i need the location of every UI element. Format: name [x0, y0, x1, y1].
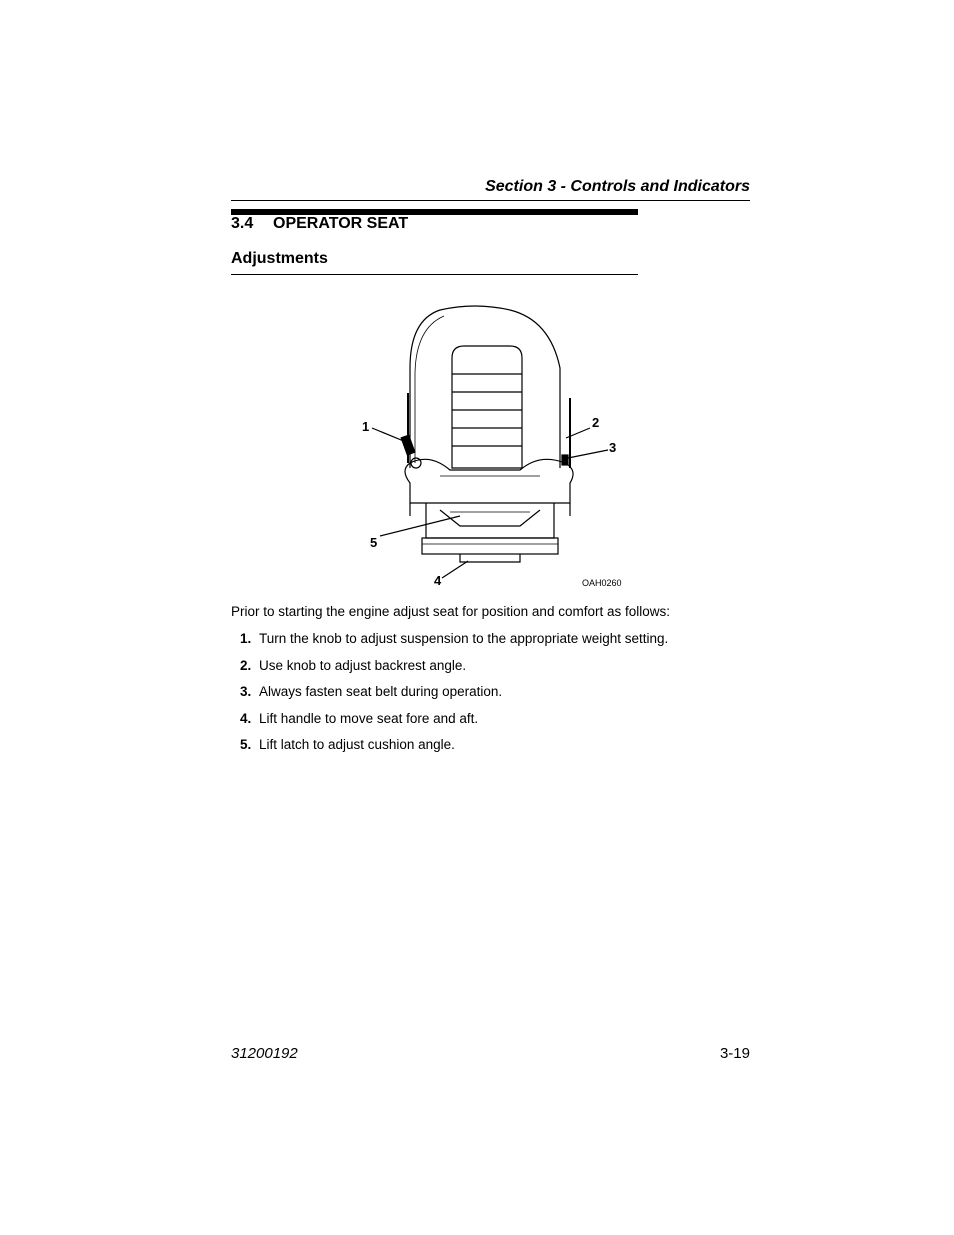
operator-seat-figure — [340, 298, 640, 594]
figure-code: OAH0260 — [582, 578, 622, 588]
page-number: 3-19 — [719, 1045, 750, 1062]
subsection-title: Adjustments — [231, 250, 328, 267]
intro-paragraph: Prior to starting the engine adjust seat for position and comfort as follows: — [231, 604, 670, 619]
subsection-rule — [231, 274, 638, 275]
section-title — [231, 214, 408, 234]
list-item: 4. Lift handle to move seat fore and aft. — [240, 710, 479, 726]
header-rule — [231, 200, 750, 201]
running-header: Section 3 - Controls and Indicators — [485, 178, 750, 195]
list-item: 5. Lift latch to adjust cushion angle. — [240, 737, 455, 752]
section-number: 3.4 — [231, 215, 254, 232]
section-title-text: OPERATOR SEAT — [273, 215, 409, 232]
list-item: 1. Turn the knob to adjust suspension to the appropriate weight setting. — [240, 631, 669, 646]
callout-2: 2 — [592, 415, 600, 430]
document-number: 31200192 — [231, 1045, 298, 1062]
list-item: 3. Always fasten seat belt during operation. — [240, 684, 503, 699]
callout-3: 3 — [609, 440, 617, 455]
list-item: 2. Use knob to adjust backrest angle. — [240, 657, 467, 673]
callout-1: 1 — [362, 419, 370, 434]
adjustment-steps — [240, 630, 668, 763]
callout-5: 5 — [370, 535, 378, 550]
callout-4: 4 — [434, 573, 442, 588]
